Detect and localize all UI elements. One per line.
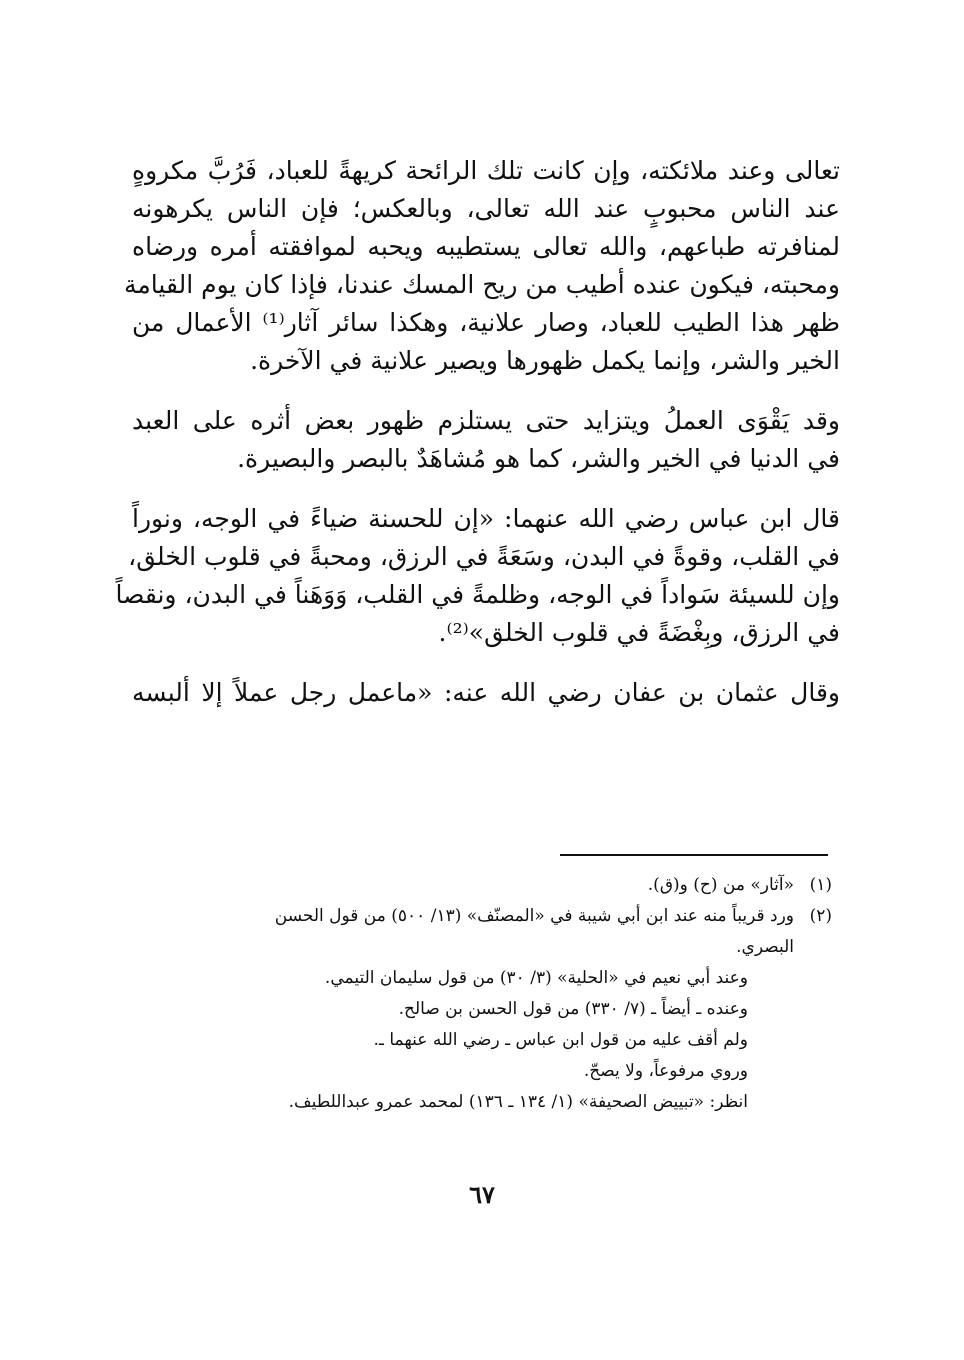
text-line: ومحبته، فيكون عنده أطيب من ريح المسك عندنا، فإذا كان يوم القيامة [123, 270, 840, 299]
page-number: ٦٧ [469, 1180, 495, 1209]
text-line: ظهر هذا الطيب للعباد، وصار علانية، وهكذا سائر آثار⁽¹⁾ الأعمال من [132, 308, 840, 337]
text-line: عند الناس محبوبٍ عند الله تعالى، وبالعكس؛ فإن الناس يكرهونه [132, 194, 840, 223]
footnotes [132, 870, 832, 1118]
paragraph-3 [115, 500, 840, 652]
footnote-subline: ولم أقف عليه من قول ابن عباس ـ رضي الله عنهما ـ. [373, 1030, 748, 1050]
footnote-number: (٢) [809, 906, 832, 926]
text-line: قال ابن عباس رضي الله عنهما: «إن للحسنة ضياءً في الوجه، ونوراً [132, 504, 840, 533]
footnote-subline: وعنده ـ أيضاً ـ (٧/ ٣٣٠) من قول الحسن بن صالح. [398, 999, 748, 1019]
text-line: الخير والشر، وإنما يكمل ظهورها ويصير علانية في الآخرة. [250, 346, 840, 375]
footnote-text: ورد قريباً منه عند ابن أبي شيبة في «المصنّف» (١٣/ ٥٠٠) من قول الحسن [274, 906, 794, 926]
text-line: في الرزق، وبِغْضَةً في قلوب الخلق»⁽²⁾. [438, 618, 840, 647]
text-line: وقال عثمان بن عفان رضي الله عنه: «ماعمل رجل عملاً إلا ألبسه [132, 678, 840, 707]
paragraph-4 [132, 674, 840, 712]
text-line: تعالى وعند ملائكته، وإن كانت تلك الرائحة كريهةً للعباد، فَرُبَّ مكروهٍ [132, 156, 840, 185]
footnote-1 [132, 870, 832, 901]
paragraph-2 [132, 402, 840, 478]
text-line: في القلب، وقوةً في البدن، وسَعَةً في الرزق، ومحبةً في قلوب الخلق، [128, 542, 840, 571]
text-line: وإن للسيئة سَواداً في الوجه، وظلمةً في القلب، وَوَهَناً في البدن، ونقصاً [115, 580, 840, 609]
text-line: لمنافرته طباعهم، والله تعالى يستطيبه ويحبه لموافقته أمره ورضاه [132, 232, 840, 261]
text-line: وقد يَقْوَى العملُ ويتزايد حتى يستلزم ظهور بعض أثره على العبد [132, 406, 840, 435]
footnote-divider [560, 854, 828, 856]
paragraph-1 [123, 152, 840, 380]
main-text [115, 152, 840, 734]
footnote-subline: انظر: «تبييض الصحيفة» (١/ ١٣٤ ـ ١٣٦) لمحمد عمرو عبداللطيف. [288, 1092, 748, 1112]
footnote-subline: وروي مرفوعاً، ولا يصحّ. [583, 1061, 748, 1081]
footnote-subline: وعند أبي نعيم في «الحلية» (٣/ ٣٠) من قول سليمان التيمي. [324, 968, 748, 988]
footnote-2 [132, 901, 832, 932]
text-line: في الدنيا في الخير والشر، كما هو مُشاهَدٌ بالبصر والبصيرة. [237, 444, 840, 473]
footnote-number: (١) [809, 875, 832, 895]
footnote-continuation: البصري. [736, 937, 794, 957]
footnote-text: «آثار» من (ح) و(ق). [647, 875, 794, 895]
